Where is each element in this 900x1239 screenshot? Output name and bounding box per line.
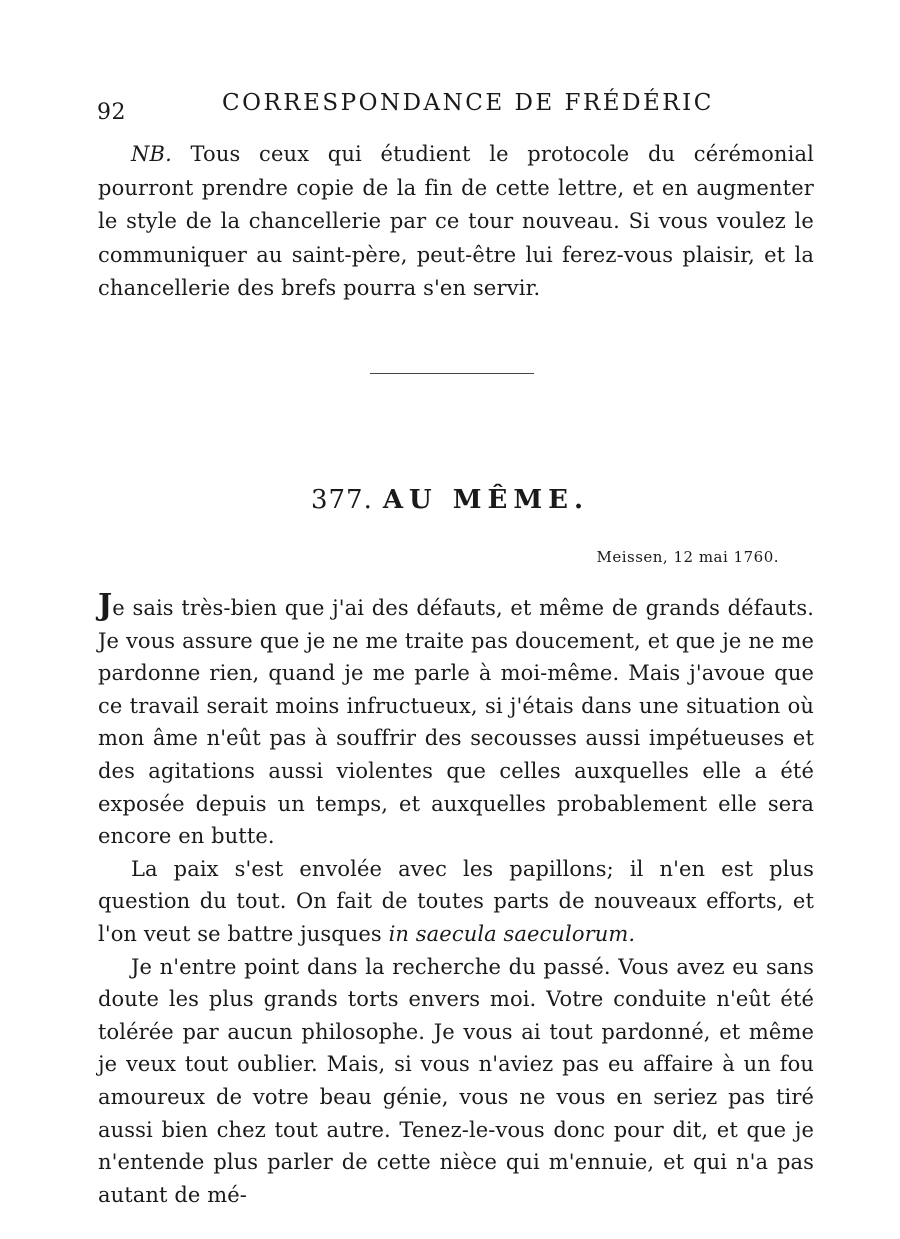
page-number: 92 xyxy=(97,100,126,125)
paragraph-2-text: La paix s'est envolée avec les papillons; il n'en est plus question du tout. On fait de toutes parts de nouveaux efforts, et l'on veut se battre jusques xyxy=(98,856,814,946)
dateline: Meissen, 12 mai 1760. xyxy=(596,548,779,566)
running-head: CORRESPONDANCE DE FRÉDÉRIC xyxy=(222,90,714,116)
initial-letter: J xyxy=(98,588,113,623)
letter-heading xyxy=(0,485,900,515)
nb-paragraph xyxy=(98,138,814,306)
body-paragraph-2 xyxy=(98,853,814,951)
section-divider xyxy=(370,373,534,374)
letter-body xyxy=(98,590,814,1211)
body-paragraph-1 xyxy=(98,590,814,853)
paragraph-1-text: e sais très-bien que j'ai des défauts, et même de grands défauts. Je vous assure que je ne me traite pas doucement, et que je ne me pardonne rien, quand je me parle à moi-même. Mais j'avoue que ce travail serait moins infructueux, si j'étais dans une situation où mon âme n'eût pas à souffrir des secousses aussi impétueuses et des agitations aussi violentes que celles auxquelles elle a été exposée depuis un temps, et auxquelles probablement elle sera encore en butte. xyxy=(98,596,814,849)
letter-title: AU MÊME. xyxy=(382,485,590,515)
latin-phrase: in saecula saeculorum. xyxy=(388,921,636,946)
letter-number: 377. xyxy=(310,485,373,515)
nb-note xyxy=(98,138,814,306)
nb-text: Tous ceux qui étudient le protocole du cérémonial pourront prendre copie de la fin de cette lettre, et en augmenter le style de la chancellerie par ce tour nouveau. Si vous voulez le communiquer au saint-père, peut-être lui ferez-vous plaisir, et la chancellerie des brefs pourra s'en servir. xyxy=(98,142,814,300)
paragraph-3-text: Je n'entre point dans la recherche du passé. Vous avez eu sans doute les plus grands torts envers moi. Votre conduite n'eût été tolérée par aucun philosophe. Je vous ai tout pardonné, et même je veux tout oublier. Mais, si vous n'aviez pas eu affaire à un fou amoureux de votre beau génie, vous ne vous en seriez pas tiré aussi bien chez tout autre. Tenez-le-vous donc pour dit, et que je n'entende plus parler de cette nièce qui m'ennuie, et qui n'a pas autant de mé- xyxy=(98,954,814,1207)
nb-label: NB. xyxy=(131,142,172,166)
body-paragraph-3 xyxy=(98,951,814,1212)
